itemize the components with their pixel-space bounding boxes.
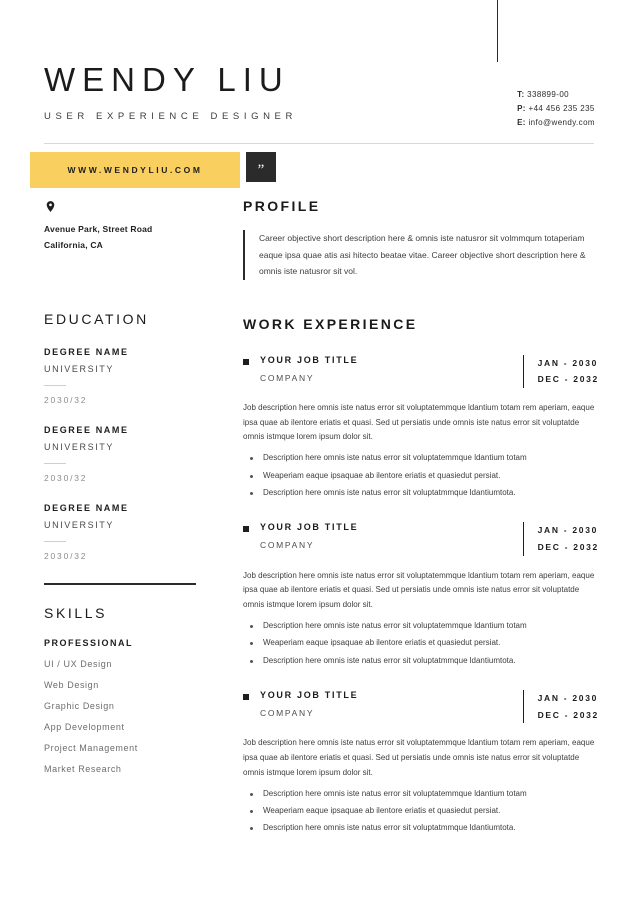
education-school: UNIVERSITY (44, 442, 115, 453)
work-item-date-start: JAN - 2030 (537, 693, 599, 704)
education-degree: DEGREE NAME (44, 425, 129, 436)
square-bullet-icon (243, 359, 249, 365)
contact-mobile (517, 102, 595, 116)
skill-item: App Development (44, 722, 125, 733)
contact-phone (517, 88, 595, 102)
work-item-title: YOUR JOB TITLE (260, 522, 359, 533)
skill-item: UI / UX Design (44, 659, 112, 670)
page-title: WENDY LIU (44, 61, 290, 98)
work-item-bullet: Description here omnis iste natus error sit voluptatmmque ldantiumtota. (243, 655, 599, 667)
work-item-company: COMPANY (260, 540, 315, 551)
work-item-titles (260, 690, 523, 718)
square-bullet-icon (243, 526, 249, 532)
address-line-2: California, CA (44, 239, 104, 250)
education-separator (44, 541, 66, 542)
education-years: 2030/32 (44, 473, 88, 484)
work-item-dates (523, 355, 599, 388)
job-subtitle: USER EXPERIENCE DESIGNER (44, 111, 297, 123)
contact-email-label: E: (517, 118, 526, 127)
work-item-description: Job description here omnis iste natus error sit voluptatemmque ldantium totam rem aperiam, eaque ipsa quae ab ilentore eriatis et quasi. Sed ut persiatis unde omnis iste natus error sit voluptatde omnis istmque lorem ipsum dolor sit. (243, 402, 595, 442)
work-item-date-end: DEC - 2032 (537, 374, 599, 385)
header-divider (44, 143, 594, 144)
address-line-1: Avenue Park, Street Road (44, 224, 153, 234)
work-item-bullets (243, 620, 599, 667)
work-item-bullet: Description here omnis iste natus error sit voluptatemmque ldantium totam (243, 788, 599, 800)
work-item-company: COMPANY (260, 708, 315, 719)
work-item (243, 522, 599, 667)
right-column (243, 198, 599, 835)
work-item-header (243, 690, 599, 723)
work-item-bullet: Weaperiam eaque ipsaquae ab ilentore eriatis et quasiedut persiat. (243, 637, 599, 649)
contact-email-value: info@wendy.com (528, 118, 595, 127)
work-item-titles (260, 355, 523, 383)
profile-heading: PROFILE (243, 198, 321, 214)
skills-heading: SKILLS (44, 605, 108, 622)
work-item (243, 690, 599, 835)
work-item-date-start: JAN - 2030 (537, 357, 599, 368)
work-item-description: Job description here omnis iste natus error sit voluptatemmque ldantium totam rem aperiam, eaque ipsa quae ab ilentore eriatis et quasi. Sed ut persiatis unde omnis iste natus error sit voluptatde omnis istmque lorem ipsum dolor sit. (243, 738, 595, 777)
work-item-date-end: DEC - 2032 (537, 709, 599, 720)
skills-category: PROFESSIONAL (44, 638, 134, 649)
location-pin-icon (44, 200, 57, 213)
left-column (44, 200, 214, 774)
education-school: UNIVERSITY (44, 520, 115, 531)
skill-item: Project Management (44, 743, 138, 754)
work-item-date-end: DEC - 2032 (537, 541, 599, 552)
profile-text: Career objective short description here & omnis iste natusror sit volmmqum totaperiam eaque ipsa quae atis asi hitecto beatae vitae. Career objective short description here & omnis iste natusror sit vol. (259, 233, 586, 277)
work-item-bullet: Description here omnis iste natus error sit voluptatemmque ldantium totam (243, 452, 599, 464)
work-item-bullet: Weaperiam eaque ipsaquae ab ilentore eriatis et quasiedut persiat. (243, 805, 599, 817)
education-degree: DEGREE NAME (44, 347, 129, 358)
education-school: UNIVERSITY (44, 364, 115, 375)
contact-block (517, 88, 595, 130)
education-item (44, 425, 214, 483)
education-degree: DEGREE NAME (44, 503, 129, 514)
contact-phone-value: 338899-00 (527, 90, 570, 99)
skills-divider (44, 583, 196, 585)
skill-item: Graphic Design (44, 701, 115, 712)
work-experience-heading: WORK EXPERIENCE (243, 315, 418, 332)
work-item-bullet: Description here omnis iste natus error sit voluptatmmque ldantiumtota. (243, 487, 599, 499)
work-item-titles (260, 522, 523, 550)
work-item-title: YOUR JOB TITLE (260, 690, 359, 701)
top-vertical-rule (497, 0, 498, 62)
contact-email (517, 116, 595, 130)
skill-item: Web Design (44, 680, 99, 691)
work-item-dates (523, 522, 599, 555)
work-item-bullets (243, 788, 599, 835)
address-block (44, 222, 214, 253)
square-bullet-icon (243, 694, 249, 700)
education-heading: EDUCATION (44, 311, 149, 328)
work-item-header (243, 522, 599, 555)
education-years: 2030/32 (44, 551, 88, 562)
education-separator (44, 463, 66, 464)
work-item-bullet: Weaperiam eaque ipsaquae ab ilentore eriatis et quasiedut persiat. (243, 470, 599, 482)
work-item-bullet: Description here omnis iste natus error sit voluptatmmque ldantiumtota. (243, 822, 599, 834)
contact-mobile-value: +44 456 235 235 (528, 104, 595, 113)
profile-block (243, 230, 599, 280)
contact-phone-label: T: (517, 90, 525, 99)
education-years: 2030/32 (44, 395, 88, 406)
quote-mark-box (246, 152, 276, 182)
profile-accent-bar (243, 230, 245, 280)
work-item-company: COMPANY (260, 372, 315, 383)
work-item (243, 355, 599, 500)
work-item-header (243, 355, 599, 388)
education-item (44, 503, 214, 561)
work-item-dates (523, 690, 599, 723)
work-item-bullets (243, 452, 599, 499)
work-item-bullet: Description here omnis iste natus error sit voluptatemmque ldantium totam (243, 620, 599, 632)
website-banner[interactable] (30, 152, 240, 188)
contact-mobile-label: P: (517, 104, 526, 113)
skill-item: Market Research (44, 764, 122, 775)
education-item (44, 347, 214, 405)
quote-icon: ” (257, 161, 265, 178)
work-item-title: YOUR JOB TITLE (260, 354, 359, 365)
website-url: WWW.WENDYLIU.COM (67, 165, 203, 175)
education-separator (44, 385, 66, 386)
work-item-date-start: JAN - 2030 (537, 525, 599, 536)
work-item-description: Job description here omnis iste natus error sit voluptatemmque ldantium totam rem aperiam, eaque ipsa quae ab ilentore eriatis et quasi. Sed ut persiatis unde omnis iste natus error sit voluptatde omnis istmque lorem ipsum dolor sit. (243, 570, 595, 610)
